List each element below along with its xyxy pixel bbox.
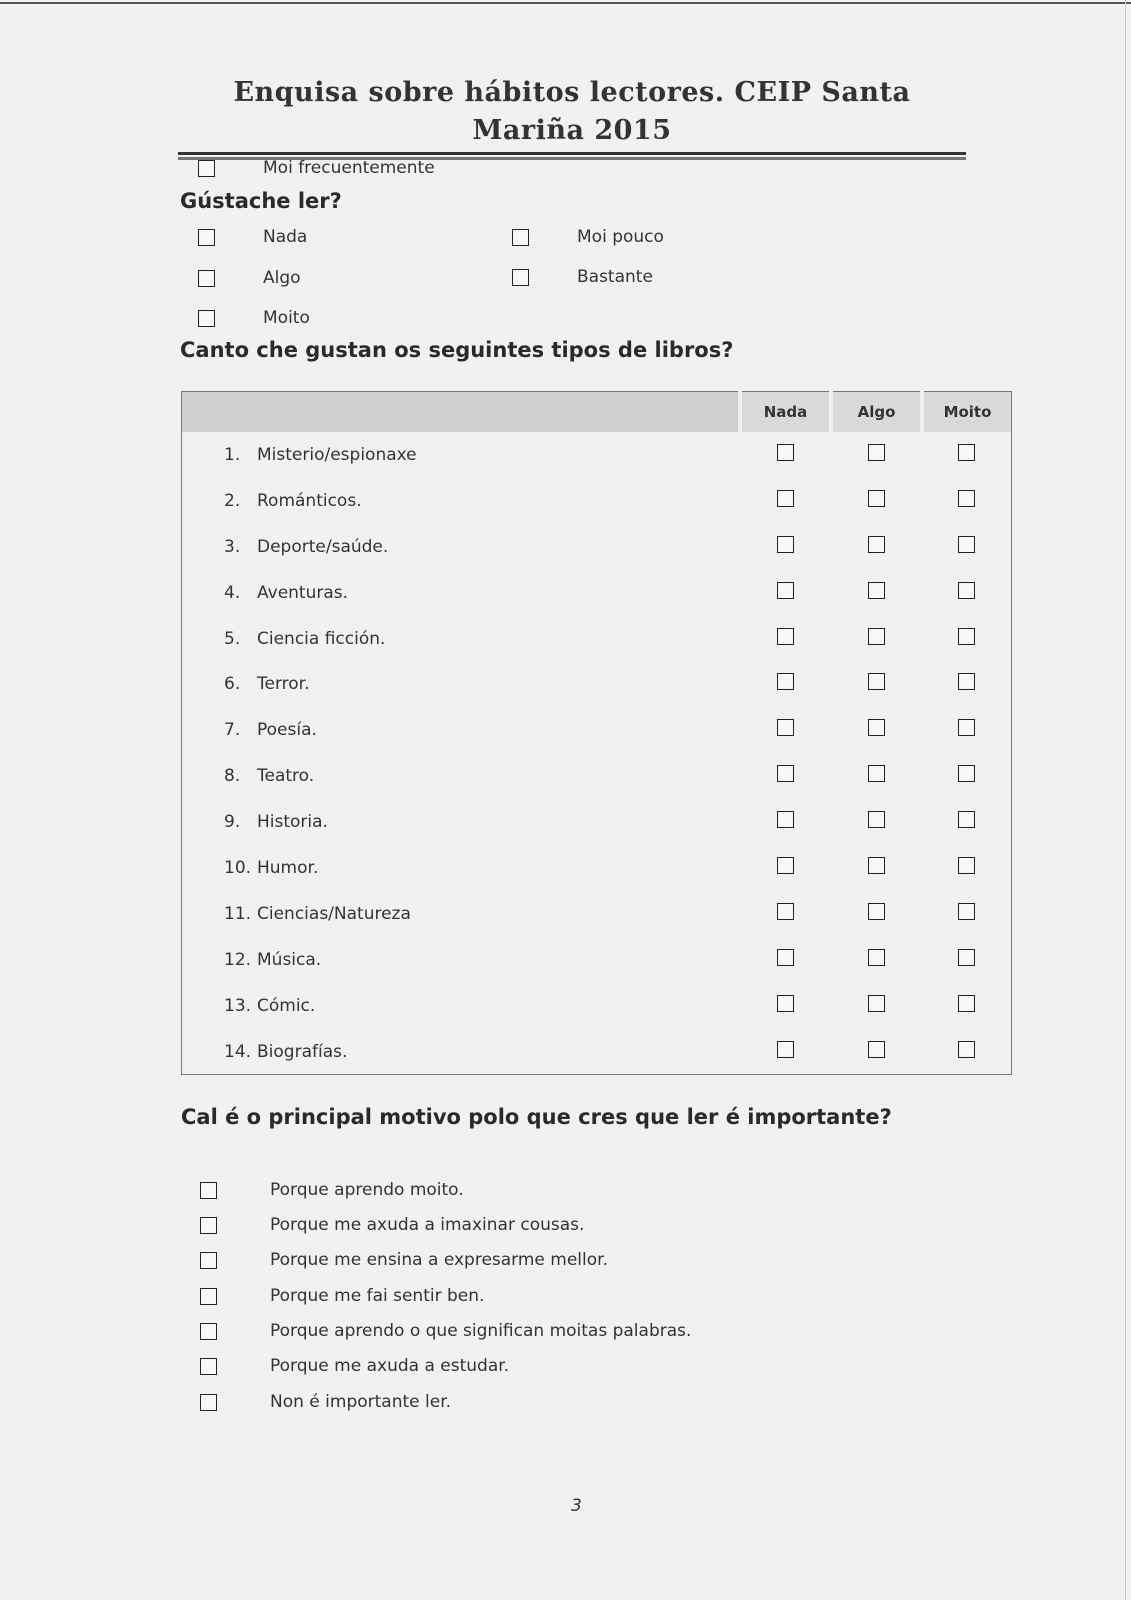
row-number: 12.	[224, 949, 252, 970]
row-label: Música.	[257, 949, 322, 970]
cell-moito	[922, 570, 1012, 616]
book-type-label	[182, 753, 741, 799]
checkbox[interactable]	[200, 1394, 217, 1411]
book-type-label	[182, 799, 741, 845]
row-label: Misterio/espionaxe	[257, 444, 417, 465]
row-number: 11.	[224, 903, 252, 924]
checkbox-algo[interactable]	[868, 765, 885, 782]
cell-nada	[740, 478, 831, 524]
checkbox-algo[interactable]	[868, 1041, 885, 1058]
checkbox-algo[interactable]	[868, 582, 885, 599]
cell-algo	[831, 799, 922, 845]
checkbox-algo[interactable]	[868, 673, 885, 690]
col-header-algo: Algo	[831, 392, 922, 433]
option-label: Porque me ensina a expresarme mellor.	[270, 1250, 608, 1270]
checkbox-moito[interactable]	[958, 949, 975, 966]
option-label: Moi pouco	[577, 227, 664, 247]
checkbox-algo[interactable]	[868, 903, 885, 920]
cell-moito	[922, 937, 1012, 983]
cell-nada	[740, 432, 831, 478]
book-type-label	[182, 891, 741, 937]
cell-moito	[922, 616, 1012, 662]
checkbox[interactable]	[198, 229, 215, 246]
option-moi-frecuentemente[interactable]	[198, 158, 435, 178]
header-blank-cell	[182, 392, 741, 433]
cell-algo	[831, 983, 922, 1029]
checkbox-algo[interactable]	[868, 536, 885, 553]
row-number: 8.	[224, 766, 241, 787]
row-number: 4.	[224, 582, 241, 603]
checkbox-nada[interactable]	[777, 811, 794, 828]
option-moito[interactable]	[198, 308, 310, 328]
table-row	[182, 616, 1012, 662]
header-rule	[178, 152, 966, 155]
row-label: Poesía.	[257, 720, 317, 741]
checkbox-moito[interactable]	[958, 582, 975, 599]
book-type-label	[182, 983, 741, 1029]
question-tipos-libros: Canto che gustan os seguintes tipos de libros?	[180, 338, 734, 362]
table-header-row	[182, 392, 1012, 433]
option-reason-5[interactable]	[200, 1321, 691, 1341]
checkbox-nada[interactable]	[777, 536, 794, 553]
row-label: Aventuras.	[257, 582, 349, 603]
checkbox-nada[interactable]	[777, 765, 794, 782]
cell-moito	[922, 891, 1012, 937]
book-type-label	[182, 478, 741, 524]
option-label: Porque aprendo moito.	[270, 1180, 464, 1200]
cell-moito	[922, 478, 1012, 524]
checkbox[interactable]	[200, 1252, 217, 1269]
option-label: Porque me fai sentir ben.	[270, 1286, 485, 1306]
cell-nada	[740, 661, 831, 707]
checkbox-moito[interactable]	[958, 628, 975, 645]
cell-algo	[831, 661, 922, 707]
row-number: 10.	[224, 857, 252, 878]
checkbox-moito[interactable]	[958, 719, 975, 736]
table-row	[182, 983, 1012, 1029]
checkbox-algo[interactable]	[868, 949, 885, 966]
checkbox-nada[interactable]	[777, 490, 794, 507]
cell-nada	[740, 983, 831, 1029]
page-number: 3	[571, 1496, 582, 1516]
table-row	[182, 524, 1012, 570]
row-number: 5.	[224, 628, 241, 649]
option-reason-1[interactable]	[200, 1180, 464, 1200]
book-type-label	[182, 616, 741, 662]
checkbox[interactable]	[200, 1288, 217, 1305]
checkbox-moito[interactable]	[958, 444, 975, 461]
option-algo[interactable]	[198, 268, 301, 288]
option-label: Porque me axuda a estudar.	[270, 1356, 510, 1376]
checkbox-nada[interactable]	[777, 857, 794, 874]
cell-moito	[922, 753, 1012, 799]
book-type-label	[182, 661, 741, 707]
checkbox-nada[interactable]	[777, 444, 794, 461]
checkbox-algo[interactable]	[868, 719, 885, 736]
table-row	[182, 799, 1012, 845]
row-label: Teatro.	[257, 766, 315, 787]
page-header	[178, 74, 966, 160]
checkbox-algo[interactable]	[868, 857, 885, 874]
page-title: Enquisa sobre hábitos lectores. CEIP Santa Mariña 2015	[233, 77, 911, 146]
cell-nada	[740, 524, 831, 570]
option-reason-7[interactable]	[200, 1392, 451, 1412]
checkbox[interactable]	[200, 1358, 217, 1375]
col-header-moito: Moito	[922, 392, 1012, 433]
row-label: Historia.	[257, 812, 328, 833]
checkbox-nada[interactable]	[777, 582, 794, 599]
cell-moito	[922, 799, 1012, 845]
checkbox[interactable]	[200, 1217, 217, 1234]
row-number: 3.	[224, 536, 241, 557]
checkbox-moito[interactable]	[958, 903, 975, 920]
option-reason-4[interactable]	[200, 1286, 484, 1306]
cell-algo	[831, 753, 922, 799]
option-bastante[interactable]	[512, 267, 653, 287]
option-nada[interactable]	[198, 227, 307, 247]
table-row	[182, 432, 1012, 478]
checkbox[interactable]	[512, 229, 529, 246]
table-row	[182, 707, 1012, 753]
cell-moito	[922, 432, 1012, 478]
col-header-nada: Nada	[740, 392, 831, 433]
checkbox-algo[interactable]	[868, 490, 885, 507]
checkbox-moito[interactable]	[958, 765, 975, 782]
option-label: Nada	[263, 227, 308, 247]
row-label: Humor.	[257, 857, 319, 878]
checkbox-nada[interactable]	[777, 949, 794, 966]
row-label: Románticos.	[257, 490, 362, 511]
checkbox-moito[interactable]	[958, 857, 975, 874]
checkbox[interactable]	[512, 269, 529, 286]
option-label: Porque aprendo o que significan moitas palabras.	[270, 1321, 692, 1341]
book-type-label	[182, 432, 741, 478]
row-label: Deporte/saúde.	[257, 536, 389, 557]
row-label: Cómic.	[257, 995, 316, 1016]
table-row	[182, 845, 1012, 891]
cell-moito	[922, 524, 1012, 570]
option-label: Porque me axuda a imaxinar cousas.	[270, 1215, 585, 1235]
checkbox-moito[interactable]	[958, 536, 975, 553]
table-row	[182, 891, 1012, 937]
cell-algo	[831, 891, 922, 937]
row-number: 13.	[224, 995, 252, 1016]
question-motivo: Cal é o principal motivo polo que cres que ler é importante?	[181, 1105, 892, 1129]
checkbox-moito[interactable]	[958, 995, 975, 1012]
option-reason-2[interactable]	[200, 1215, 584, 1235]
cell-algo	[831, 707, 922, 753]
book-type-label	[182, 937, 741, 983]
checkbox-algo[interactable]	[868, 995, 885, 1012]
cell-algo	[831, 524, 922, 570]
scan-right-edge	[1125, 0, 1126, 1600]
table-row	[182, 937, 1012, 983]
cell-nada	[740, 799, 831, 845]
row-number: 9.	[224, 812, 241, 833]
cell-algo	[831, 616, 922, 662]
book-types-table	[181, 391, 1012, 1075]
table-row	[182, 753, 1012, 799]
table-row	[182, 661, 1012, 707]
cell-nada	[740, 845, 831, 891]
cell-nada	[740, 753, 831, 799]
checkbox[interactable]	[200, 1323, 217, 1340]
checkbox[interactable]	[198, 270, 215, 287]
row-number: 2.	[224, 490, 241, 511]
checkbox-moito[interactable]	[958, 673, 975, 690]
option-reason-6[interactable]	[200, 1356, 509, 1376]
checkbox-nada[interactable]	[777, 628, 794, 645]
cell-nada	[740, 570, 831, 616]
option-label: Moi frecuentemente	[263, 158, 435, 178]
table-row	[182, 1029, 1012, 1075]
cell-algo	[831, 478, 922, 524]
scan-top-edge	[0, 2, 1131, 4]
row-label: Biografías.	[257, 1041, 348, 1062]
cell-moito	[922, 1029, 1012, 1075]
row-number: 1.	[224, 444, 241, 465]
checkbox-moito[interactable]	[958, 1041, 975, 1058]
row-label: Ciencia ficción.	[257, 628, 386, 649]
checkbox-nada[interactable]	[777, 719, 794, 736]
cell-nada	[740, 1029, 831, 1075]
question-gustache-ler: Gústache ler?	[180, 189, 342, 213]
option-label: Algo	[263, 268, 301, 288]
row-label: Terror.	[257, 674, 310, 695]
cell-algo	[831, 937, 922, 983]
option-label: Bastante	[577, 267, 653, 287]
row-label: Ciencias/Natureza	[257, 903, 411, 924]
option-label: Non é importante ler.	[270, 1392, 452, 1412]
cell-moito	[922, 661, 1012, 707]
checkbox-nada[interactable]	[777, 903, 794, 920]
checkbox[interactable]	[200, 1182, 217, 1199]
cell-moito	[922, 707, 1012, 753]
cell-algo	[831, 1029, 922, 1075]
row-number: 6.	[224, 674, 241, 695]
book-type-label	[182, 524, 741, 570]
cell-moito	[922, 845, 1012, 891]
cell-nada	[740, 891, 831, 937]
checkbox-algo[interactable]	[868, 811, 885, 828]
option-label: Moito	[263, 308, 310, 328]
checkbox[interactable]	[198, 160, 215, 177]
cell-nada	[740, 616, 831, 662]
cell-algo	[831, 845, 922, 891]
row-number: 14.	[224, 1041, 252, 1062]
book-type-label	[182, 845, 741, 891]
checkbox-nada[interactable]	[777, 1041, 794, 1058]
checkbox-algo[interactable]	[868, 628, 885, 645]
checkbox-moito[interactable]	[958, 490, 975, 507]
checkbox-algo[interactable]	[868, 444, 885, 461]
cell-algo	[831, 570, 922, 616]
checkbox-nada[interactable]	[777, 673, 794, 690]
checkbox-nada[interactable]	[777, 995, 794, 1012]
checkbox[interactable]	[198, 310, 215, 327]
cell-nada	[740, 707, 831, 753]
book-type-label	[182, 707, 741, 753]
book-type-label	[182, 1029, 741, 1075]
option-moi-pouco[interactable]	[512, 227, 664, 247]
cell-nada	[740, 937, 831, 983]
checkbox-moito[interactable]	[958, 811, 975, 828]
table-row	[182, 570, 1012, 616]
cell-moito	[922, 983, 1012, 1029]
book-type-label	[182, 570, 741, 616]
table-body	[182, 432, 1012, 1075]
table-row	[182, 478, 1012, 524]
cell-algo	[831, 432, 922, 478]
option-reason-3[interactable]	[200, 1250, 608, 1270]
row-number: 7.	[224, 720, 241, 741]
